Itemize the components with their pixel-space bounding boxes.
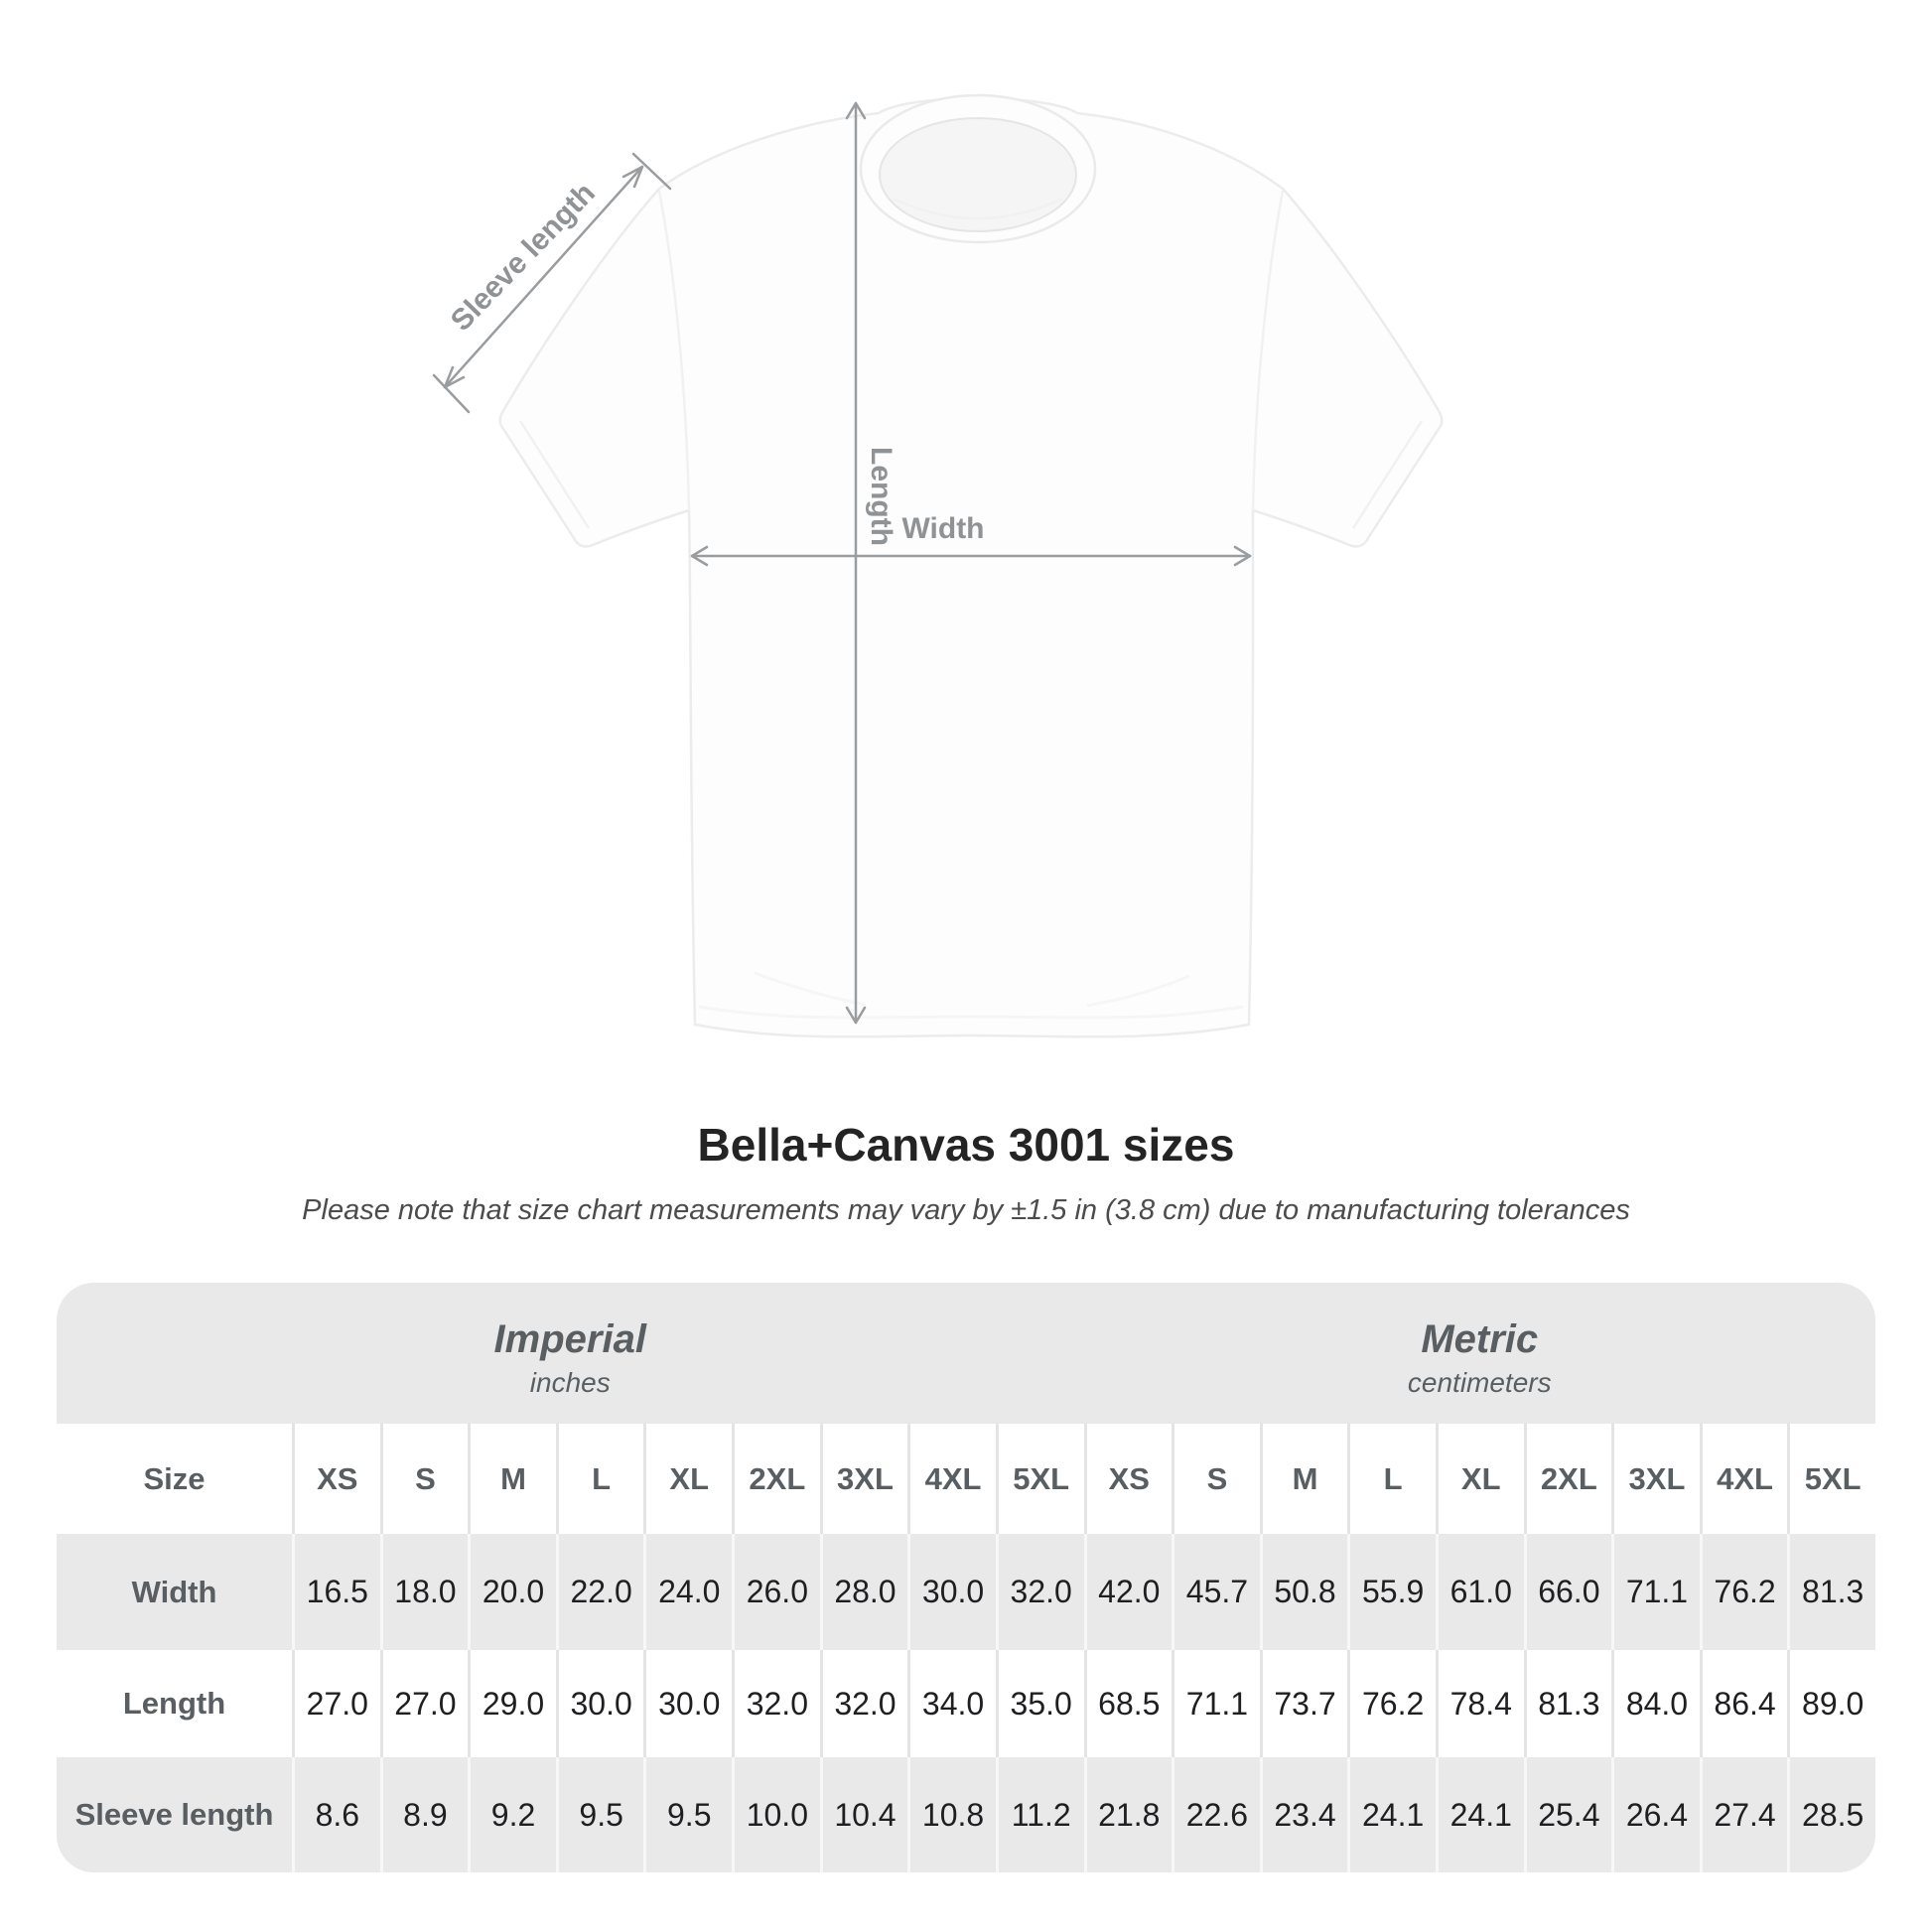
sleeve-length-row xyxy=(57,1757,1875,1872)
value-cell: 78.4 xyxy=(1436,1650,1524,1757)
value-cell: 32.0 xyxy=(820,1650,908,1757)
value-cell: 76.2 xyxy=(1347,1650,1436,1757)
size-cell: 5XL xyxy=(1787,1424,1875,1534)
value-cell: 71.1 xyxy=(1172,1650,1260,1757)
value-cell: 30.0 xyxy=(907,1534,996,1650)
size-cell: 3XL xyxy=(820,1424,908,1534)
size-cell: M xyxy=(1260,1424,1348,1534)
width-row xyxy=(57,1534,1875,1650)
size-cell: M xyxy=(468,1424,556,1534)
width-label: Width xyxy=(901,512,985,545)
tshirt-graphic xyxy=(500,95,1443,1036)
value-cell: 86.4 xyxy=(1700,1650,1788,1757)
value-cell: 9.5 xyxy=(643,1757,732,1872)
size-cell: XL xyxy=(643,1424,732,1534)
value-cell: 18.0 xyxy=(380,1534,469,1650)
value-cell: 81.3 xyxy=(1524,1650,1612,1757)
size-cell: XS xyxy=(292,1424,380,1534)
size-table xyxy=(57,1283,1875,1872)
value-cell: 16.5 xyxy=(292,1534,380,1650)
value-cell: 10.0 xyxy=(732,1757,820,1872)
size-header: Size xyxy=(143,1460,206,1496)
value-cell: 28.5 xyxy=(1787,1757,1875,1872)
size-cell: 5XL xyxy=(996,1424,1084,1534)
value-cell: 24.1 xyxy=(1436,1757,1524,1872)
sleeve-length-label: Sleeve length xyxy=(444,176,602,338)
value-cell: 9.5 xyxy=(556,1757,644,1872)
value-cell: 76.2 xyxy=(1700,1534,1788,1650)
value-cell: 24.1 xyxy=(1347,1757,1436,1872)
size-cell: XS xyxy=(1084,1424,1173,1534)
value-cell: 84.0 xyxy=(1611,1650,1700,1757)
value-cell: 81.3 xyxy=(1787,1534,1875,1650)
value-cell: 22.0 xyxy=(556,1534,644,1650)
value-cell: 30.0 xyxy=(556,1650,644,1757)
value-cell: 11.2 xyxy=(996,1757,1084,1872)
length-row-label: Length xyxy=(122,1686,226,1721)
value-cell: 8.9 xyxy=(380,1757,469,1872)
size-cell: 4XL xyxy=(1700,1424,1788,1534)
size-cell: S xyxy=(380,1424,469,1534)
value-cell: 32.0 xyxy=(732,1650,820,1757)
value-cell: 28.0 xyxy=(820,1534,908,1650)
size-header-row xyxy=(57,1424,1875,1534)
value-cell: 45.7 xyxy=(1172,1534,1260,1650)
value-cell: 9.2 xyxy=(468,1757,556,1872)
table-header-band xyxy=(57,1283,1875,1424)
value-cell: 35.0 xyxy=(996,1650,1084,1757)
value-cell: 73.7 xyxy=(1260,1650,1348,1757)
value-cell: 50.8 xyxy=(1260,1534,1348,1650)
size-cell: 2XL xyxy=(1524,1424,1612,1534)
imperial-label: Imperial xyxy=(493,1317,646,1361)
sleeve-length-row-label: Sleeve length xyxy=(74,1797,274,1832)
size-cell: S xyxy=(1172,1424,1260,1534)
value-cell: 32.0 xyxy=(996,1534,1084,1650)
size-cell: 2XL xyxy=(732,1424,820,1534)
size-cell: L xyxy=(1347,1424,1436,1534)
size-cell: 4XL xyxy=(907,1424,996,1534)
page-subtitle: Please note that size chart measurements may vary by ±1.5 in (3.8 cm) due to manufacturing tolerances xyxy=(302,1194,1630,1226)
length-row xyxy=(57,1650,1875,1757)
value-cell: 21.8 xyxy=(1084,1757,1173,1872)
value-cell: 89.0 xyxy=(1787,1650,1875,1757)
value-cell: 66.0 xyxy=(1524,1534,1612,1650)
imperial-group-header xyxy=(57,1283,1084,1424)
value-cell: 25.4 xyxy=(1524,1757,1612,1872)
size-cell: 3XL xyxy=(1611,1424,1700,1534)
value-cell: 27.4 xyxy=(1700,1757,1788,1872)
value-cell: 10.8 xyxy=(907,1757,996,1872)
value-cell: 30.0 xyxy=(643,1650,732,1757)
value-cell: 23.4 xyxy=(1260,1757,1348,1872)
value-cell: 34.0 xyxy=(907,1650,996,1757)
value-cell: 24.0 xyxy=(643,1534,732,1650)
size-cell: L xyxy=(556,1424,644,1534)
imperial-unit-label: inches xyxy=(529,1367,611,1398)
length-label: Length xyxy=(865,447,898,546)
value-cell: 22.6 xyxy=(1172,1757,1260,1872)
value-cell: 8.6 xyxy=(292,1757,380,1872)
value-cell: 71.1 xyxy=(1611,1534,1700,1650)
value-cell: 27.0 xyxy=(292,1650,380,1757)
width-row-label: Width xyxy=(131,1574,217,1609)
value-cell: 61.0 xyxy=(1436,1534,1524,1650)
value-cell: 42.0 xyxy=(1084,1534,1173,1650)
value-cell: 29.0 xyxy=(468,1650,556,1757)
value-cell: 26.0 xyxy=(732,1534,820,1650)
metric-unit-label: centimeters xyxy=(1407,1367,1552,1398)
value-cell: 68.5 xyxy=(1084,1650,1173,1757)
value-cell: 26.4 xyxy=(1611,1757,1700,1872)
value-cell: 27.0 xyxy=(380,1650,469,1757)
metric-group-header xyxy=(1084,1283,1876,1424)
size-cell: XL xyxy=(1436,1424,1524,1534)
page-title: Bella+Canvas 3001 sizes xyxy=(697,1119,1235,1171)
value-cell: 10.4 xyxy=(820,1757,908,1872)
value-cell: 55.9 xyxy=(1347,1534,1436,1650)
metric-label: Metric xyxy=(1421,1317,1539,1361)
value-cell: 20.0 xyxy=(468,1534,556,1650)
collar-opening xyxy=(880,118,1076,231)
